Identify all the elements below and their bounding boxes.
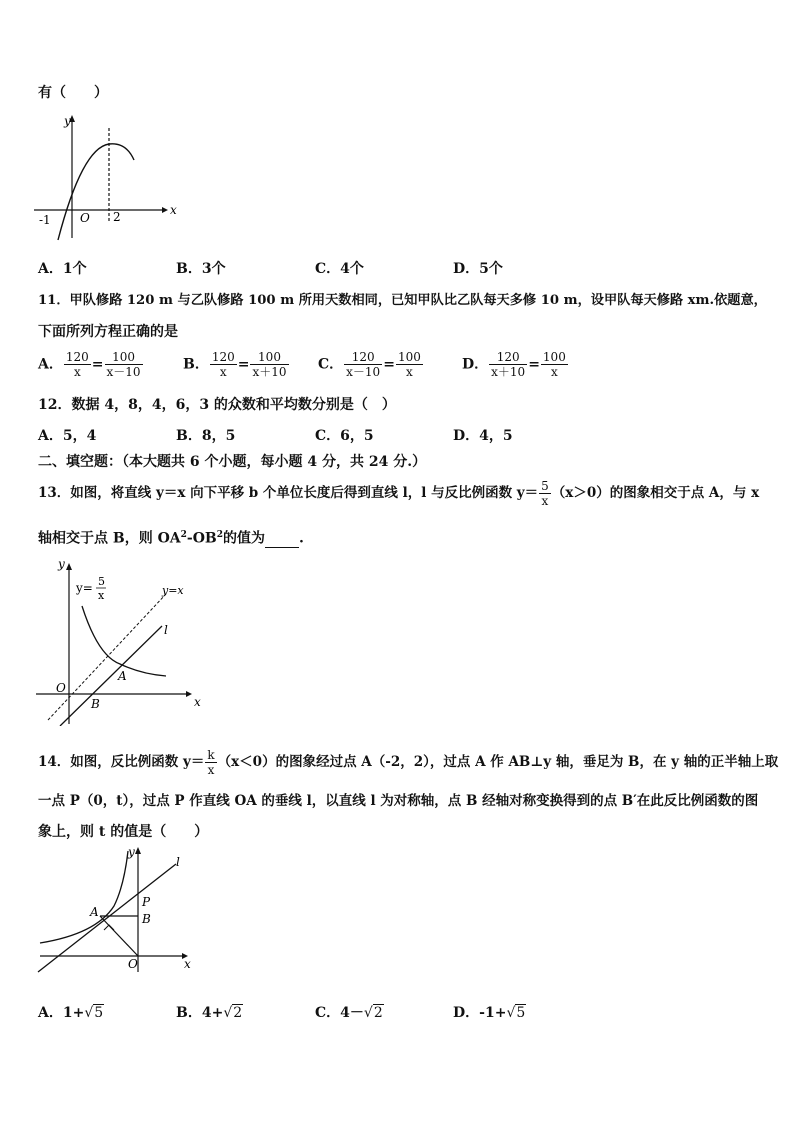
q13-point-a-label: A xyxy=(118,669,127,683)
q14-option-d[interactable]: D．-1+√5 xyxy=(453,1005,526,1021)
q13-point-b-label: B xyxy=(91,697,100,711)
q13-stem-line1: 13．如图，将直线 y＝x 向下平移 b 个单位长度后得到直线 l，l 与反比例函数 y＝ $\frac{5}{x}$ （x＞0）的图象相交于点 A，与 x xyxy=(38,479,760,508)
q13-y-label: y xyxy=(58,557,65,571)
q11-stem-line1: 11．甲队修路 120 m 与乙队修路 100 m 所用天数相同，已知甲队比乙队每天多修 10 m，设甲队每天修路 xm.依题意， xyxy=(38,293,767,308)
q14-point-p-label: P xyxy=(142,895,151,909)
q14-option-c[interactable]: C．4－√2 xyxy=(315,1005,383,1021)
q12-option-c[interactable]: C．6，5 xyxy=(315,428,374,444)
q13-figure xyxy=(36,556,206,726)
q13-origin-label: O xyxy=(56,681,66,695)
q14-point-b-label: B xyxy=(142,912,151,926)
q10-neg1-label: -1 xyxy=(39,213,51,227)
q10-origin-label: O xyxy=(80,211,90,225)
q11-option-c[interactable]: C． $\frac{120}{x-10}$ = $\frac{100}{x}$ xyxy=(318,350,421,379)
q10-option-c[interactable]: C．4个 xyxy=(315,261,364,277)
q13-answer-blank[interactable] xyxy=(265,533,299,548)
q10-figure xyxy=(34,110,184,245)
q14-stem-line3: 象上，则 t 的值是（ ） xyxy=(38,824,209,840)
section-2-heading: 二、填空题：（本大题共 6 个小题，每小题 4 分，共 24 分.） xyxy=(38,454,427,470)
q11-stem-line2: 下面所列方程正确的是 xyxy=(38,324,178,340)
q10-x-label: x xyxy=(170,203,177,217)
q14-option-a[interactable]: A．1+√5 xyxy=(38,1005,104,1021)
q10-option-b[interactable]: B．3个 xyxy=(176,261,226,277)
q11-option-b[interactable]: B． $\frac{120}{x}$ = $\frac{100}{x+10}$ xyxy=(183,350,287,379)
q13-stem-line2: 轴相交于点 B，则 $OA^2-OB^2$的值为 . xyxy=(38,530,304,547)
q10-two-label: 2 xyxy=(113,210,121,224)
q13-curve-label-num: 5 xyxy=(98,575,105,588)
q13-curve-label-lhs: y= xyxy=(76,581,93,595)
q14-origin-label: O xyxy=(128,957,138,971)
q14-figure xyxy=(36,846,206,976)
q14-stem-line2: 一点 P（0，t），过点 P 作直线 OA 的垂线 l，以直线 l 为对称轴，点 B 经轴对称变换得到的点 B′在此反比例函数的图 xyxy=(38,793,759,809)
q14-x-label: x xyxy=(184,957,191,971)
q14-option-b[interactable]: B．4+√2 xyxy=(176,1005,243,1021)
q11-option-a[interactable]: A． $\frac{120}{x}$ = $\frac{100}{x-10}$ xyxy=(38,350,141,379)
q10-option-a[interactable]: A．1个 xyxy=(38,261,87,277)
q10-tail: 有（ ） xyxy=(38,85,108,101)
q13-line-yx-label: y=x xyxy=(162,584,184,597)
q12-stem: 12．数据 4，8，4，6，3 的众数和平均数分别是（ ） xyxy=(38,397,396,413)
q13-curve-label-den: x xyxy=(98,589,105,602)
q12-option-a[interactable]: A．5，4 xyxy=(38,428,97,444)
q14-stem-line1: 14．如图，反比例函数 y＝ $\frac{k}{x}$ （x＜0）的图象经过点 A（-2，2），过点 A 作 AB⊥y 轴，垂足为 B，在 y 轴的正半轴上取 xyxy=(38,748,779,777)
q14-y-label: y xyxy=(128,846,135,859)
q10-y-label: y xyxy=(64,114,71,128)
q14-point-a-label: A xyxy=(90,905,99,919)
q13-line-l-label: l xyxy=(164,623,168,637)
q10-option-d[interactable]: D．5个 xyxy=(453,261,503,277)
q13-x-label: x xyxy=(194,695,201,709)
q12-option-d[interactable]: D．4，5 xyxy=(453,428,513,444)
q12-option-b[interactable]: B．8，5 xyxy=(176,428,236,444)
q11-option-d[interactable]: D． $\frac{120}{x+10}$ = $\frac{100}{x}$ xyxy=(462,350,566,379)
q14-line-l-label: l xyxy=(176,855,180,869)
